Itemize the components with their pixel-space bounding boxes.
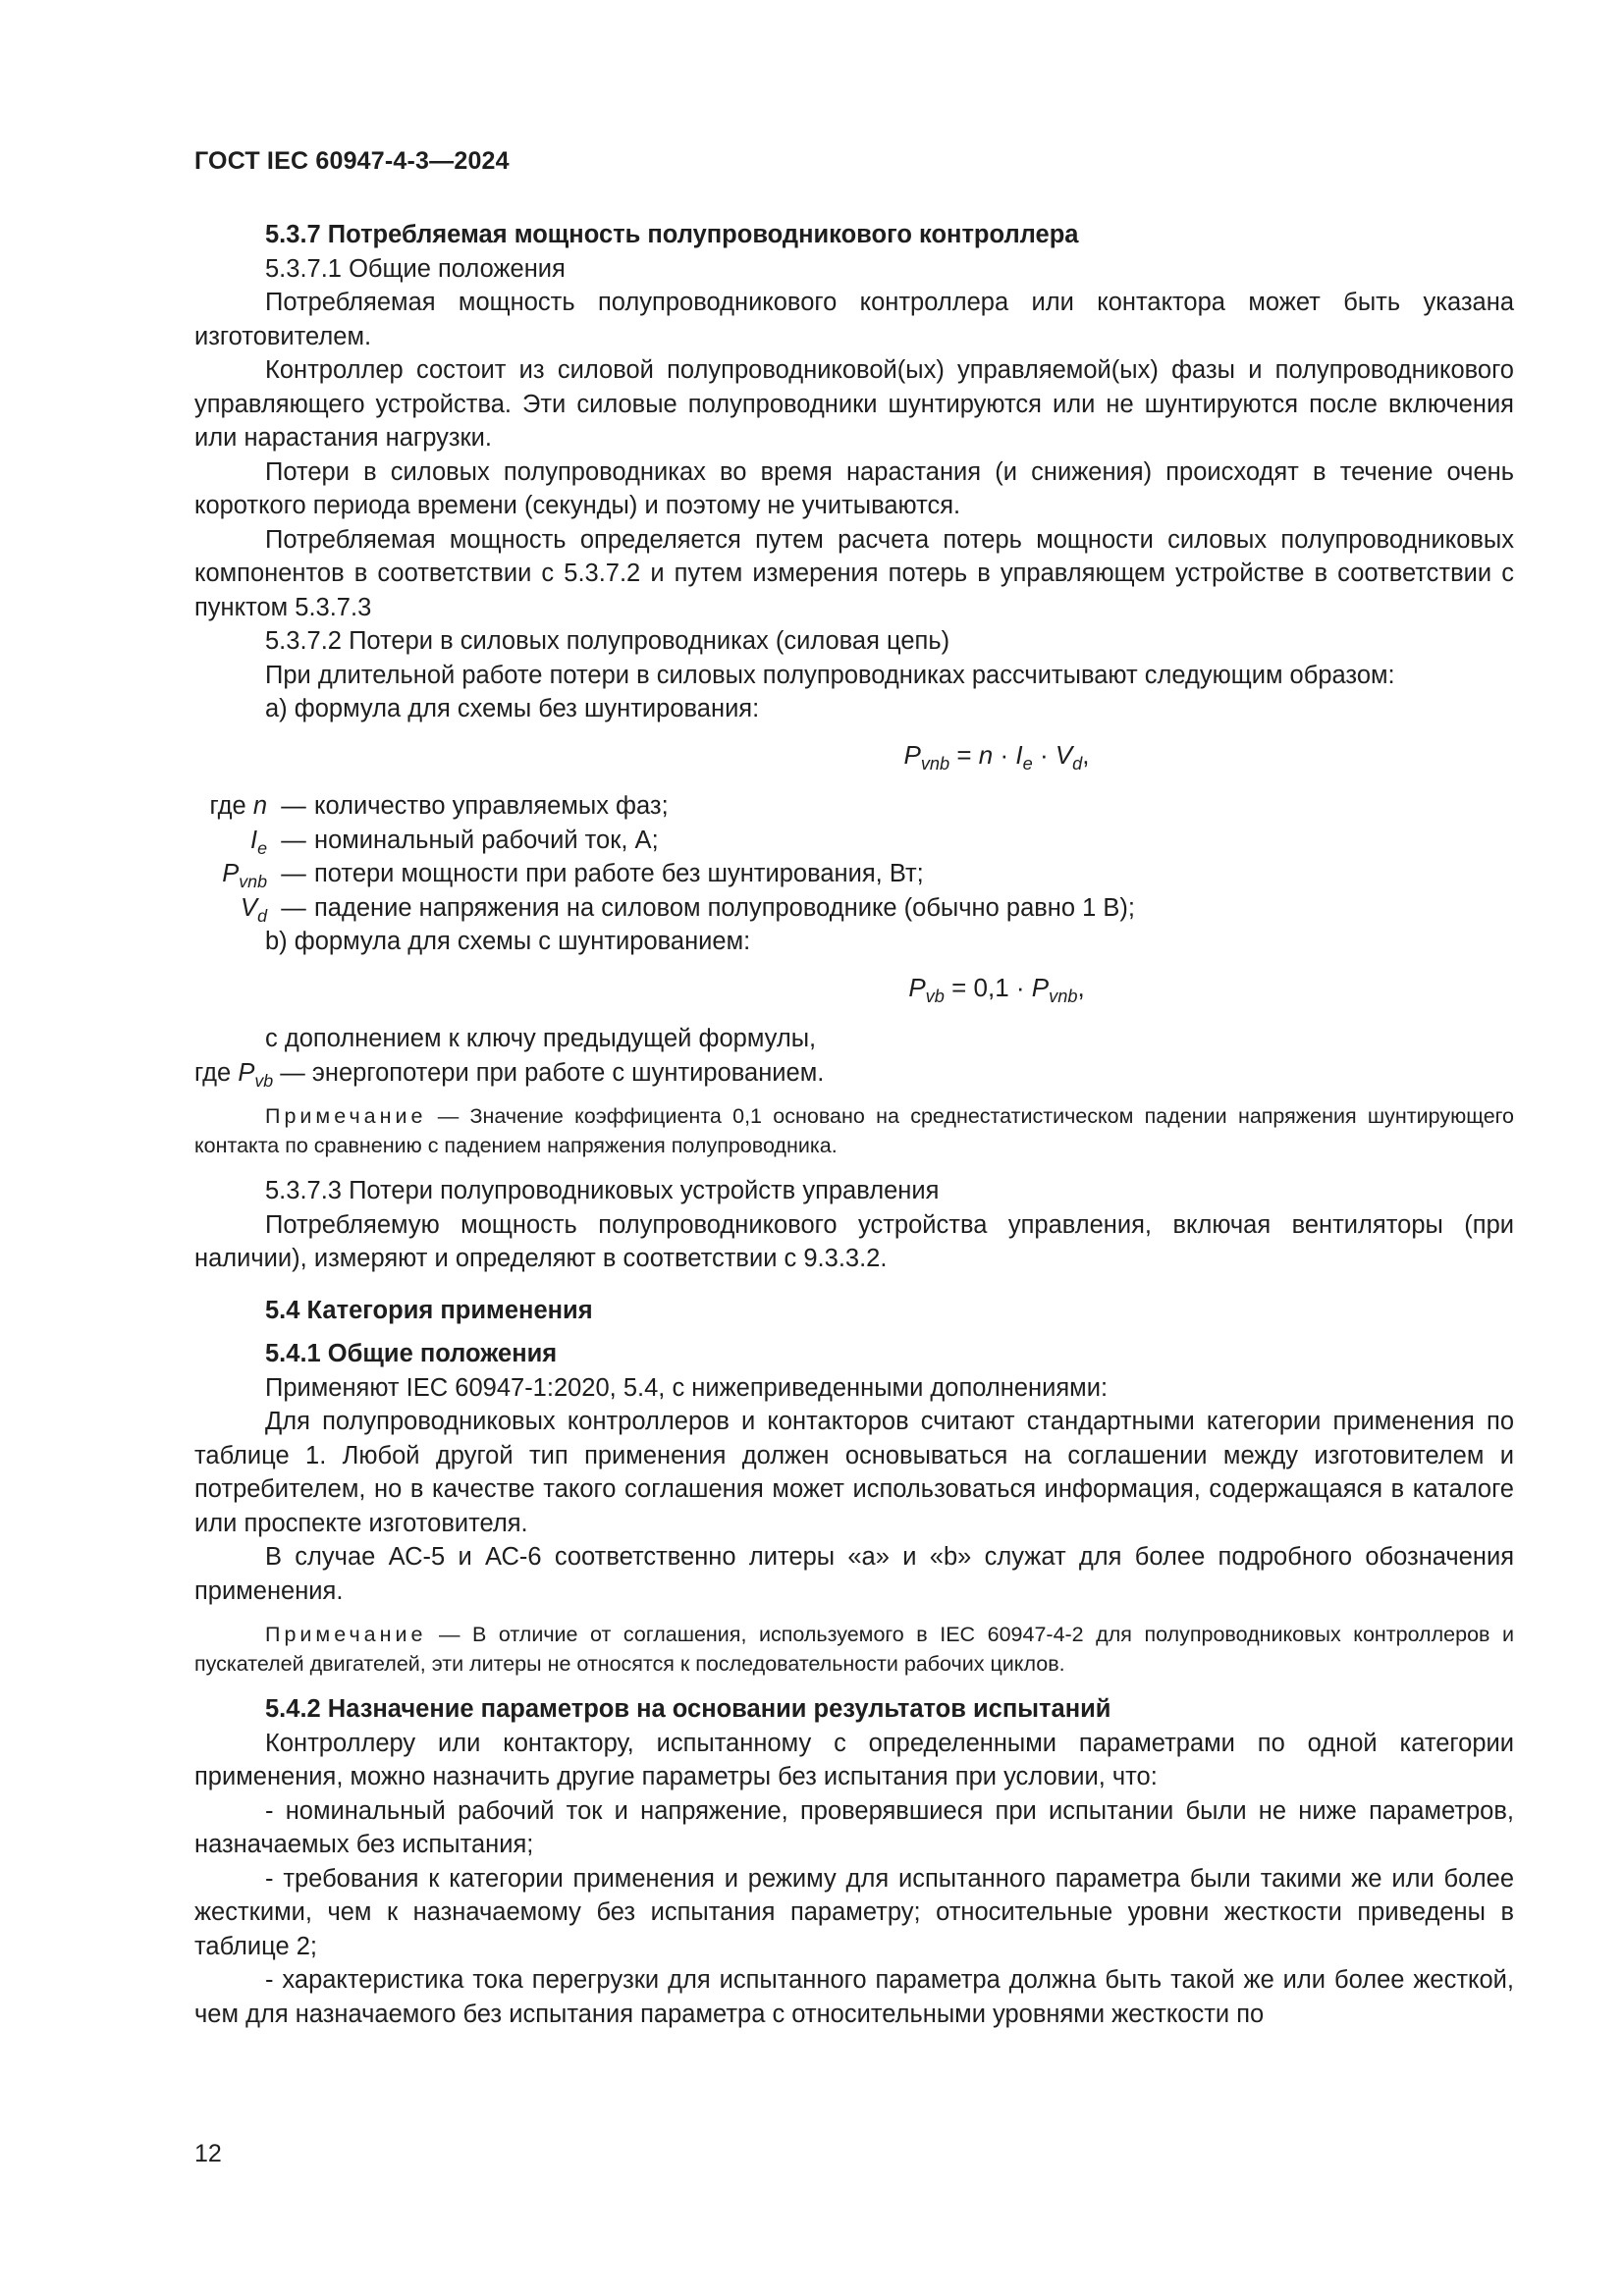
section-5-4-heading: 5.4 Категория применения [265,1296,593,1324]
paragraph: Контроллеру или контактору, испытанному с определенными параметрами по одной категории применения, можно назначить другие параметры без испытания при условии, что: [194,1729,1514,1790]
formula-key-row: $I_e$ — номинальный рабочий ток, А; [249,826,659,858]
formula-pvb: $P_{vb} = 0,1 \cdot P_{vnb}$, [908,972,1085,1006]
paragraph: Потребляемая мощность определяется путем расчета потерь мощности силовых полупроводниковых компонентов в соответствии с 5.3.7.2 и путем измерения потерь в управляющем устройстве в соответствии с пунктом 5.3.7.3 [194,525,1514,621]
document-body [194,218,1514,2031]
formula-key-row: где n — количество управляемых фаз; [209,792,669,820]
note-1: Примечание — Значение коэффициента 0,1 основано на среднестатистическом падении напряжения шунтирующего контакта по сравнению с падением напряжения полупроводника. [194,1104,1514,1157]
paragraph: В случае АС-5 и АС-6 соответственно литеры «а» и «b» служат для более подробного обозначения применения. [194,1543,1514,1605]
list-item-a: a) формула для схемы без шунтирования: [265,695,760,722]
page-number: 12 [194,2140,222,2167]
paragraph: Потребляемая мощность полупроводникового контроллера или контактора может быть указана изготовителем. [194,289,1514,350]
paragraph: При длительной работе потери в силовых полупроводниках рассчитывают следующим образом: [265,661,1395,689]
formula-key-list [194,789,1514,925]
paragraph: Контроллер состоит из силовой полупроводниковой(ых) управляемой(ых) фазы и полупроводникового управляющего устройства. Эти силовые полупроводники шунтируются или не шунтируются после включения или нарастания нагрузки. [194,356,1514,452]
section-5-4-1-heading: 5.4.1 Общие положения [265,1340,558,1367]
list-item: - требования к категории применения и режиму для испытанного параметра были такими же или более жесткими, чем к назначаемому без испытания параметру; относительные уровни жесткости приведены в таблице 2; [194,1864,1514,1960]
formula-key-pvb: где $P_{vb}$ — энергопотери при работе с шунтированием. [194,1058,825,1091]
list-item: - характеристика тока перегрузки для испытанного параметра должна быть такой же или более жесткой, чем для назначаемого без испытания параметра с относительными уровнями жесткости по [194,1966,1514,2028]
section-5-4-2-heading: 5.4.2 Назначение параметров на основании результатов испытаний [265,1695,1111,1723]
list-item-b: b) формула для схемы с шунтированием: [265,928,751,955]
page-header: ГОСТ IEC 60947-4-3—2024 [194,147,510,175]
paragraph: Потребляемую мощность полупроводникового устройства управления, включая вентиляторы (при наличии), измеряют и определяют в соответствии с 9.3.3.2. [194,1210,1514,1272]
section-5-3-7-2-heading: 5.3.7.2 Потери в силовых полупроводниках (силовая цепь) [265,627,950,655]
formula-pvnb: $P_{vnb} = n \cdot I_e \cdot V_d$, [903,739,1090,774]
paragraph: Потери в силовых полупроводниках во время нарастания (и снижения) происходят в течение очень короткого периода времени (секунды) и поэтому не учитываются. [194,457,1514,519]
paragraph: с дополнением к ключу предыдущей формулы, [265,1025,817,1052]
section-5-3-7-heading: 5.3.7 Потребляемая мощность полупроводникового контроллера [265,221,1079,248]
formula-key-row: $P_{vnb}$ — потери мощности при работе без шунтирования, Вт; [222,860,924,891]
section-5-3-7-1-heading: 5.3.7.1 Общие положения [265,254,566,283]
paragraph: Для полупроводниковых контроллеров и контакторов считают стандартными категории применения по таблице 1. Любой другой тип применения должен основываться на соглашении между изготовителем и потребителем, но в качестве такого соглашения может использоваться информация, содержащаяся в каталоге или проспекте изготовителя. [194,1408,1514,1537]
formula-key-row: $V_d$ — падение напряжения на силовом полупроводнике (обычно равно 1 В); [241,893,1136,926]
note-2: Примечание — В отличие от соглашения, используемого в IEC 60947-4-2 для полупроводниковых контроллеров и пускателей двигателей, эти литеры не относятся к последовательности рабочих циклов. [194,1623,1514,1676]
section-5-3-7-3-heading: 5.3.7.3 Потери полупроводниковых устройств управления [265,1177,940,1204]
paragraph: Применяют IEC 60947-1:2020, 5.4, с нижеприведенными дополнениями: [265,1373,1109,1402]
list-item: - номинальный рабочий ток и напряжение, проверявшиеся при испытании были не ниже параметров, назначаемых без испытания; [194,1796,1514,1858]
